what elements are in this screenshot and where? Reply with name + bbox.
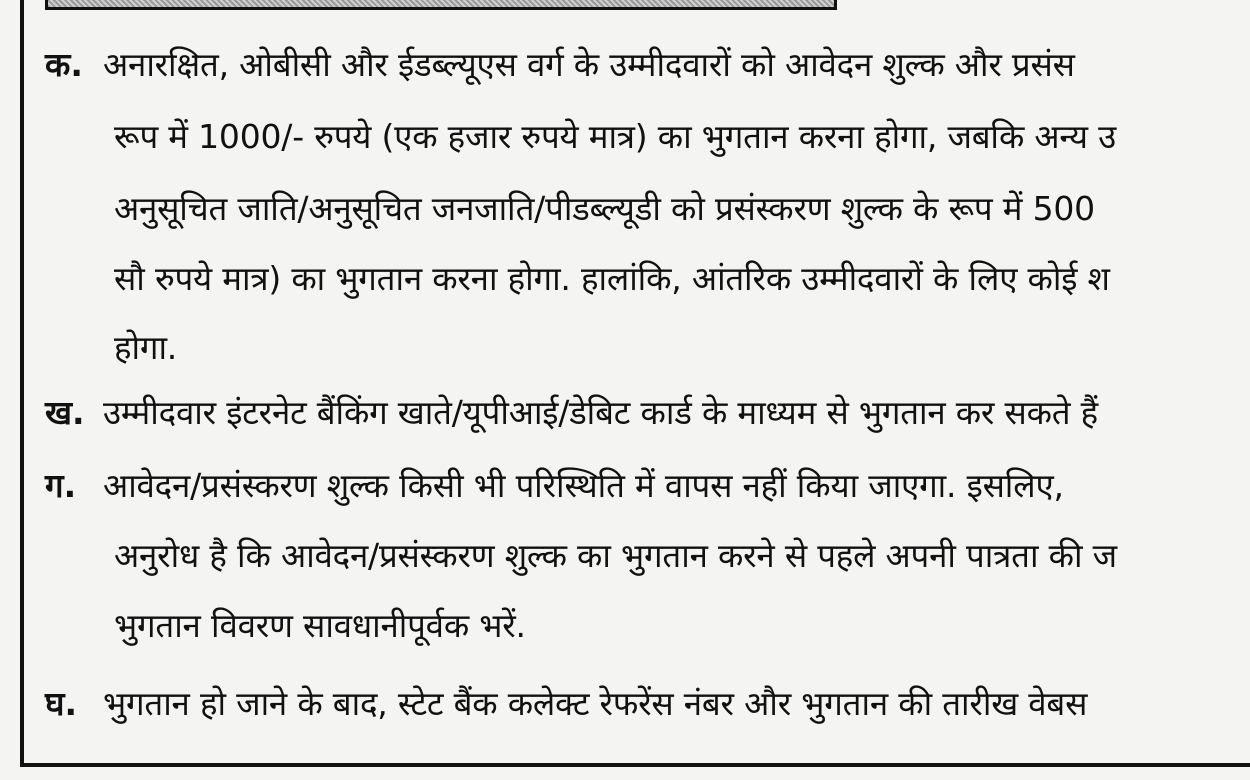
item-ga-line-3: भुगतान विवरण सावधानीपूर्वक भरें.: [114, 606, 526, 645]
item-ka-line-4: सौ रुपये मात्र) का भुगतान करना होगा. हालांकि, आंतरिक उम्मीदवारों के लिए कोई श: [114, 259, 1110, 298]
section-border: [20, 0, 1250, 767]
item-ga-line-2: अनुरोध है कि आवेदन/प्रसंस्करण शुल्क का भुगतान करने से पहले अपनी पात्रता की ज: [114, 536, 1117, 575]
item-ka-line-5: होगा.: [114, 328, 178, 367]
item-marker-gha: घ.: [45, 684, 78, 723]
item-ka-line-3: अनुसूचित जाति/अनुसूचित जनजाति/पीडब्ल्यूडी को प्रसंस्करण शुल्क के रूप में 500: [114, 189, 1095, 228]
item-marker-ga: ग.: [45, 466, 77, 505]
item-gha-line-1: भुगतान हो जाने के बाद, स्टेट बैंक कलेक्ट रेफरेंस नंबर और भुगतान की तारीख वेबस: [103, 684, 1088, 723]
item-kha-line-1: उम्मीदवार इंटरनेट बैंकिंग खाते/यूपीआई/डेबिट कार्ड के माध्यम से भुगतान कर सकते हैं: [103, 393, 1098, 432]
item-ka-line-1: अनारक्षित, ओबीसी और ईडब्ल्यूएस वर्ग के उम्मीदवारों को आवेदन शुल्क और प्रसंस: [103, 45, 1075, 84]
item-marker-kha: ख.: [45, 393, 85, 432]
item-ga-line-1: आवेदन/प्रसंस्करण शुल्क किसी भी परिस्थिति में वापस नहीं किया जाएगा. इसलिए,: [103, 466, 1064, 505]
item-ka-line-2: रूप में 1000/- रुपये (एक हजार रुपये मात्र) का भुगतान करना होगा, जबकि अन्य उ: [114, 117, 1117, 156]
item-marker-ka: क.: [45, 45, 83, 84]
